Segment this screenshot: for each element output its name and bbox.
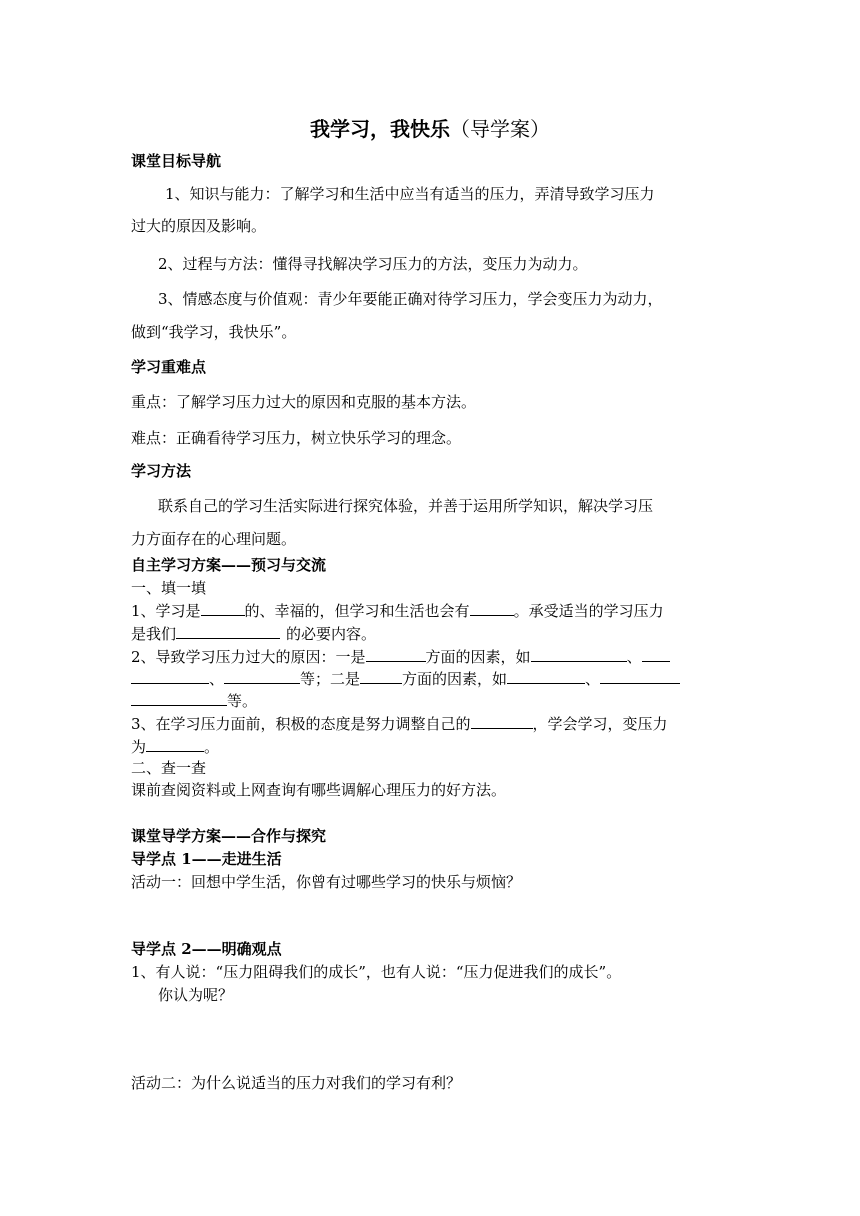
blank-field[interactable] [224, 668, 300, 684]
blank-field[interactable] [146, 736, 204, 752]
blank-field[interactable] [471, 713, 533, 729]
blank-field[interactable] [470, 600, 514, 616]
method-body-cont: 力方面存在的心理问题。 [131, 530, 297, 548]
blank-field[interactable] [366, 646, 426, 662]
guide-point-2: 导学点 2——明确观点 [131, 940, 282, 958]
blank-field[interactable] [131, 668, 209, 684]
blank-field[interactable] [360, 668, 402, 684]
method-body: 联系自己的学习生活实际进行探究体验，并善于运用所学知识，解决学习压 [158, 497, 654, 515]
section-heading-keypoints: 学习重难点 [131, 358, 207, 376]
section-heading-goals: 课堂目标导航 [131, 152, 222, 170]
part-look-up: 二、查一查 [131, 759, 207, 777]
goal-item-1: 1、知识与能力：了解学习和生活中应当有适当的压力，弄清导致学习压力 [165, 185, 655, 203]
question-1-cont: 是我们 的必要内容。 [131, 625, 377, 643]
difficult-point: 难点：正确看待学习压力，树立快乐学习的理念。 [131, 429, 462, 447]
question-2-cont2: 等。 [131, 690, 257, 711]
title-main: 我学习，我快乐 [310, 117, 450, 141]
goal-item-2: 2、过程与方法：懂得寻找解决学习压力的方法，变压力为动力。 [158, 255, 588, 273]
title-suffix: （导学案） [450, 117, 550, 141]
section-heading-self-study: 自主学习方案——预习与交流 [131, 556, 327, 574]
goal-item-3-cont: 做到“我学习，我快乐”。 [131, 323, 297, 341]
activity-2: 活动二：为什么说适当的压力对我们的学习有利？ [131, 1074, 462, 1092]
question-1: 1、学习是 的、幸福的，但学习和生活也会有 。承受适当的学习压力 [131, 602, 664, 620]
page-title [0, 116, 860, 142]
blank-field[interactable] [642, 646, 670, 662]
question-3-cont: 为 。 [131, 738, 220, 756]
question-2: 2、导致学习压力过大的原因：一是 方面的因素，如 、 [131, 646, 670, 667]
key-point: 重点：了解学习压力过大的原因和克服的基本方法。 [131, 393, 477, 411]
section-heading-method: 学习方法 [131, 462, 192, 480]
blank-field[interactable] [531, 646, 627, 662]
question-2-cont: 、 等；二是 方面的因素，如 、 [131, 668, 680, 689]
question-3: 3、在学习压力面前，积极的态度是努力调整自己的 ，学会学习，变压力 [131, 715, 668, 733]
blank-field[interactable] [176, 623, 280, 639]
look-up-body: 课前查阅资料或上网查询有哪些调解心理压力的好方法。 [131, 781, 507, 799]
point-2-question-cont: 你认为呢？ [158, 986, 234, 1004]
section-heading-classroom: 课堂导学方案——合作与探究 [131, 827, 327, 845]
blank-field[interactable] [507, 668, 585, 684]
blank-field[interactable] [131, 690, 227, 706]
point-2-question: 1、有人说：“压力阻碍我们的成长”，也有人说：“压力促进我们的成长”。 [131, 963, 622, 981]
activity-1: 活动一：回想中学生活，你曾有过哪些学习的快乐与烦恼？ [131, 873, 522, 891]
part-fill-in: 一、填一填 [131, 579, 207, 597]
goal-item-3: 3、情感态度与价值观：青少年要能正确对待学习压力，学会变压力为动力， [158, 290, 663, 308]
blank-field[interactable] [201, 600, 245, 616]
goal-item-1-cont: 过大的原因及影响。 [131, 217, 267, 235]
blank-field[interactable] [600, 668, 680, 684]
guide-point-1: 导学点 1——走进生活 [131, 850, 282, 868]
